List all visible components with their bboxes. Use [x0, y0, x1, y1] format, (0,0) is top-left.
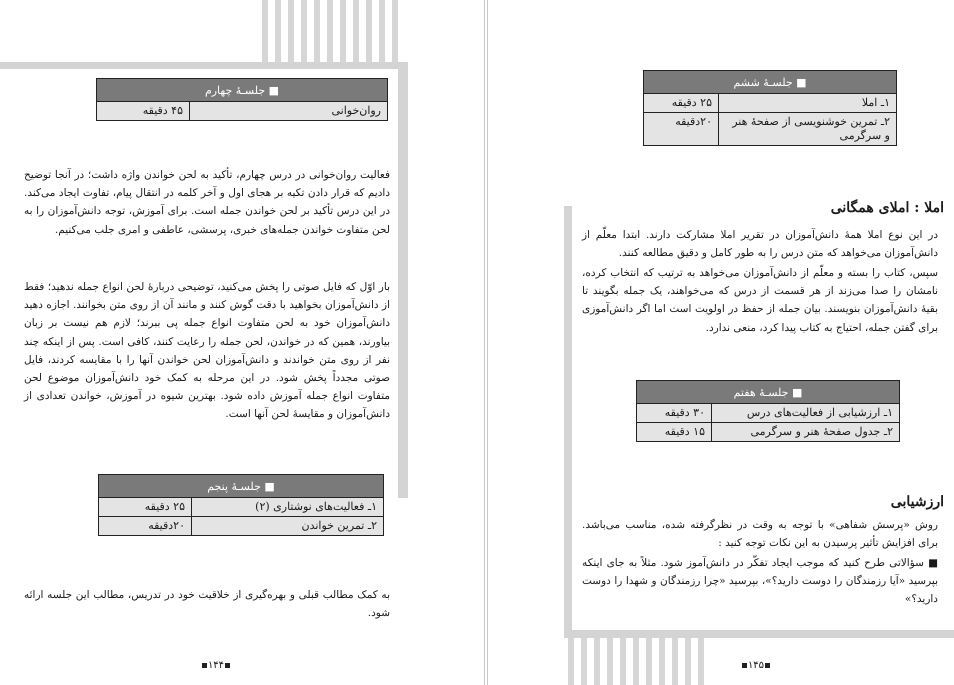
decorative-bar-side [398, 62, 408, 498]
activity-cell: ۱ـ ارزشیابی از فعالیت‌های درس [712, 404, 900, 423]
table-row [97, 102, 388, 121]
paragraph: ■ سؤالاتی طرح کنید که موجب ایجاد تفکّر در دانش‌آموز شود. مثلاً به جای اینکه بپرسید «آیا رزمندگان را دوست دارید؟»، بپرسید «چرا رزمندگان و شهدا را دوست دارید؟» [582, 557, 938, 606]
duration-cell: ۲۰دقیقه [644, 113, 719, 146]
session4-title: ■ جلسـهٔ چهارم [97, 79, 388, 102]
table-row [99, 517, 384, 536]
session6-title: ■ جلسـهٔ ششم [644, 71, 897, 94]
paragraph: بار اوّل که فایل صوتی را پخش می‌کنید، توضیحی دربارهٔ لحن انواع جمله ندهید؛ فقط از دانش‌آموزان بخواهید با دقت گوش کنند و مانند آن از روی متن بخوانند. اجازه دهید دانش‌آموزان خود به لحن متفاوت انواع جمله پی ببرند؛ لازم هم نیست بر زبان بیاورند، همین که در خواندن، لحن جمله را رعایت کنند، کافی است. پس از اینکه چند نفر از روی متن خواندند و دانش‌آموزان لحن خواندن آنها را با مقایسه کردند، فایل صوتی مجدداً پخش شود. در این مرحله به کمک خود دانش‌آموزان موضوع لحن متفاوت انواع جمله آموزش داده شود. بهترین شیوه در آموزش، خواندن تعدادی از دانش‌آموزان و مقایسهٔ لحن آنها است. [24, 281, 390, 421]
table-row [637, 423, 900, 442]
page-number [736, 660, 776, 671]
page-number-mark [742, 663, 747, 668]
page-number-mark [202, 663, 207, 668]
session6-table [643, 70, 897, 146]
page-number-text: ۱۴۵ [747, 660, 765, 671]
table-row [644, 94, 897, 113]
paragraph: روش «پرسش شفاهی» با توجه به وقت در نظرگرفته شده، مناسب می‌باشد. برای افزایش تأثیر پرسیدن به این نکات توجه کنید : [582, 519, 938, 550]
activity-cell: ۲ـ تمرین خوشنویسی از صفحهٔ هنر و سرگرمی [719, 113, 897, 146]
activity-cell: ۲ـ تمرین خواندن [192, 517, 384, 536]
session7-title: ■ جلسـهٔ هفتم [637, 381, 900, 404]
activity-cell: ۱ـ املا [719, 94, 897, 113]
page-number-mark [225, 663, 230, 668]
table-row [99, 498, 384, 517]
duration-cell: ۴۵ دقیقه [97, 102, 190, 121]
session5-title: ■ جلسـهٔ پنجم [99, 475, 384, 498]
paragraph: سپس، کتاب را بسته و معلّم از دانش‌آموزان می‌خواهد به ترتیب که انتخاب کرده، نامشان را صدا می‌زند از هر قسمت از درس که می‌خواهند، یک جمله بگویند تا بقیهٔ دانش‌آموزان بنویسند. بیان جمله از حفظ در اولویت است اما اگر دانش‌آموزی برای گفتن جمله، احتیاج به کتاب پیدا کرد، منعی ندارد. [582, 267, 938, 334]
paragraph: به کمک مطالب قبلی و بهره‌گیری از خلاقیت خود در تدریس، مطالب این جلسه ارائه شود. [24, 589, 390, 620]
decorative-stripes-bottom [568, 638, 713, 685]
duration-cell: ۲۵ دقیقه [644, 94, 719, 113]
activity-cell: ۲ـ جدول صفحهٔ هنر و سرگرمی [712, 423, 900, 442]
page-number-mark [765, 663, 770, 668]
activity-cell: روان‌خوانی [190, 102, 388, 121]
page-number [196, 660, 236, 671]
decorative-bar-side [564, 206, 572, 636]
section-heading: ارزشیابی [890, 494, 944, 510]
duration-cell: ۱۵ دقیقه [637, 423, 712, 442]
paragraph: فعالیت روان‌خوانی در درس چهارم، تأکید به لحن خواندن واژه داشت؛ در آنجا توضیح دادیم که قرار دادن تکیه بر هجای اول و آخر کلمه در انتقال پیام، تفاوت ایجاد می‌کند. در این درس تأکید بر لحن خواندن جمله است. برای آموزش، توجه دانش‌آموزان را به لحن متفاوت خواندن جمله‌های خبری، پرسشی، عاطفی و امری جلب می‌کنیم. [24, 169, 390, 236]
paragraph: در این نوع املا همهٔ دانش‌آموزان در تقریر املا مشارکت دارند. ابتدا معلّم از دانش‌آموزان می‌خواهد که متن درس را به طور کامل و دقیق مطالعه کنند. [582, 229, 938, 260]
duration-cell: ۲۵ دقیقه [99, 498, 192, 517]
session4-table [96, 78, 388, 121]
page-number-text: ۱۴۴ [207, 660, 225, 671]
duration-cell: ۲۰دقیقه [99, 517, 192, 536]
table-row [644, 113, 897, 146]
session7-table [636, 380, 900, 442]
table-row [637, 404, 900, 423]
right-page [488, 0, 954, 685]
decorative-stripes-top [262, 0, 407, 62]
section-heading: املا : املای همگانی [830, 200, 944, 216]
activity-cell: ۱ـ فعالیت‌های نوشتاری (۲) [192, 498, 384, 517]
duration-cell: ۳۰ دقیقه [637, 404, 712, 423]
decorative-bar-bottom [564, 630, 954, 638]
session5-table [98, 474, 384, 536]
decorative-bar-top [0, 62, 408, 69]
